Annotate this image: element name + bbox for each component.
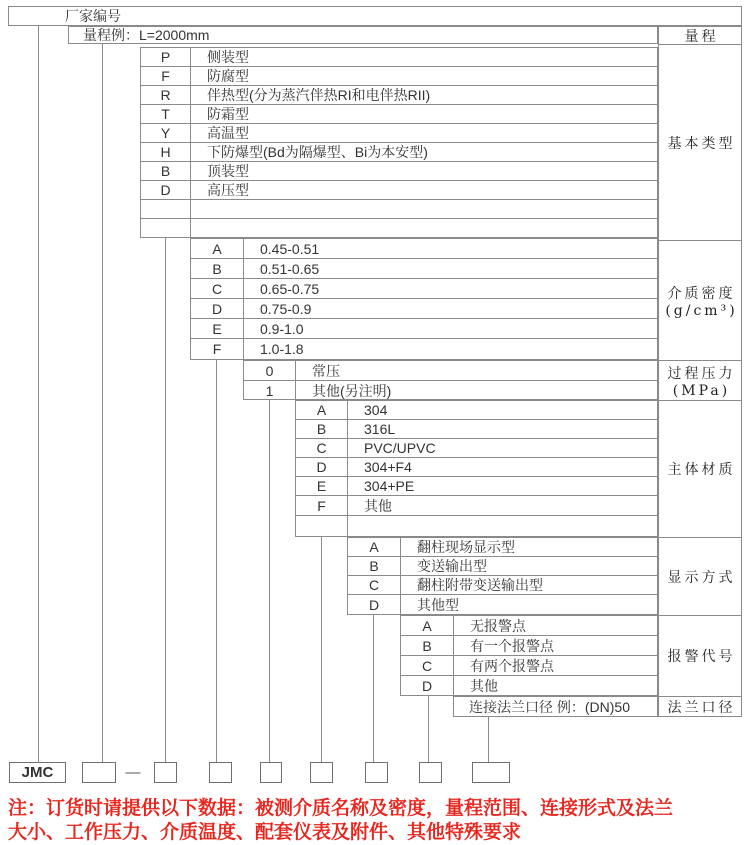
code-cell: D xyxy=(296,458,348,476)
desc-cell: 防腐型 xyxy=(207,68,249,84)
table-row xyxy=(141,162,657,181)
table-row xyxy=(401,656,657,676)
code-cell: F xyxy=(141,67,191,85)
code-cell xyxy=(141,219,191,237)
desc-cell: 下防爆型(Bd为隔爆型、Bi为本安型) xyxy=(207,144,428,160)
code-cell: D xyxy=(401,676,454,696)
code-cell: C xyxy=(296,439,348,457)
model-code-box-density xyxy=(209,762,232,783)
table-row xyxy=(348,538,657,557)
connector-line-range xyxy=(102,44,103,762)
desc-cell: 304 xyxy=(364,402,388,418)
table-row xyxy=(141,219,657,237)
code-cell: P xyxy=(141,48,191,66)
desc-cell xyxy=(191,200,657,218)
table-row xyxy=(191,339,657,359)
table-row xyxy=(141,48,657,67)
desc-cell: 0.45-0.51 xyxy=(260,240,320,257)
code-cell: C xyxy=(401,656,454,675)
order-note-line-2: 大小、工作压力、介质温度、配套仪表及附件、其他特殊要求 xyxy=(8,822,522,843)
code-cell: B xyxy=(141,162,191,180)
table-row xyxy=(141,105,657,124)
desc-cell: 0.75-0.9 xyxy=(260,300,312,317)
code-cell: D xyxy=(348,595,401,615)
connector-line-pressure xyxy=(269,400,270,762)
desc-cell: 有两个报警点 xyxy=(470,657,554,674)
desc-cell: 高压型 xyxy=(207,182,249,198)
code-cell: B xyxy=(191,259,244,278)
code-cell: 1 xyxy=(244,381,296,401)
desc-cell: 无报警点 xyxy=(470,617,526,634)
code-cell: E xyxy=(191,319,244,338)
manufacturer-code-row xyxy=(8,6,742,26)
table-row xyxy=(296,401,657,420)
side-label-range: 量程 xyxy=(659,27,741,45)
basic-type-table xyxy=(140,47,658,238)
desc-cell: 有一个报警点 xyxy=(470,637,554,654)
table-row xyxy=(348,557,657,576)
desc-cell: PVC/UPVC xyxy=(364,440,436,456)
model-code-box-pressure xyxy=(260,762,282,783)
side-label-pressure: 过程压力 (MPa) xyxy=(659,361,741,401)
desc-cell: 变送输出型 xyxy=(417,558,487,574)
desc-cell: 其他 xyxy=(470,678,498,694)
pressure-table xyxy=(243,360,658,400)
table-row xyxy=(296,458,657,477)
desc-cell: 伴热型(分为蒸汽伴热RI和电伴热RII) xyxy=(207,87,431,103)
display-mode-table xyxy=(347,537,658,615)
desc-cell: 0.9-1.0 xyxy=(260,320,304,337)
code-cell: B xyxy=(348,557,401,575)
table-row xyxy=(191,239,657,259)
connector-line-manufacturer xyxy=(38,26,39,762)
desc-cell: 翻柱附带变送输出型 xyxy=(417,577,543,593)
table-row xyxy=(401,636,657,656)
side-label-flange: 法兰口径 xyxy=(667,700,736,716)
desc-cell: 防霜型 xyxy=(207,106,249,122)
code-cell: A xyxy=(401,616,454,635)
connector-line-flange xyxy=(488,717,489,762)
model-code-box-alarm xyxy=(419,762,442,783)
category-label-column xyxy=(658,26,742,717)
desc-cell: 304+F4 xyxy=(364,459,412,475)
desc-cell: 其他(另注明) xyxy=(312,383,392,399)
alarm-table xyxy=(400,615,658,696)
flange-size-text: 连接法兰口径 例：(DN)50 xyxy=(469,698,631,715)
side-label-density: 介质密度 (g/cm³) xyxy=(659,241,741,361)
flange-size-row xyxy=(453,696,658,717)
model-code-box-flange xyxy=(472,762,510,783)
table-row xyxy=(296,516,657,536)
desc-cell: 常压 xyxy=(312,362,340,379)
desc-cell: 316L xyxy=(364,421,396,437)
order-note-line-1: 注：订货时请提供以下数据：被测介质名称及密度，量程范围、连接形式及法兰 xyxy=(8,798,674,819)
desc-cell xyxy=(348,516,657,536)
table-row xyxy=(141,67,657,86)
desc-cell: 其他型 xyxy=(417,597,459,613)
model-prefix-box xyxy=(9,762,66,783)
density-table xyxy=(190,238,658,360)
code-cell xyxy=(296,516,348,536)
desc-cell: 高温型 xyxy=(207,125,249,141)
desc-cell: 顶装型 xyxy=(207,163,249,179)
code-cell: C xyxy=(191,279,244,298)
range-example-label: 量程例：L=2000mm xyxy=(83,27,210,43)
desc-cell: 翻柱现场显示型 xyxy=(417,539,515,555)
code-cell: H xyxy=(141,143,191,161)
model-code-box-display-mode xyxy=(365,762,388,783)
table-row xyxy=(141,181,657,200)
connector-line-density xyxy=(216,360,217,762)
table-row xyxy=(141,143,657,162)
code-cell: F xyxy=(296,496,348,515)
table-row xyxy=(141,124,657,143)
code-cell: C xyxy=(348,576,401,594)
code-cell: F xyxy=(191,339,244,359)
side-label-material: 主体材质 xyxy=(659,401,741,538)
connector-line-material xyxy=(321,537,322,762)
connector-line-basic-type xyxy=(165,238,166,762)
table-row xyxy=(401,616,657,636)
desc-cell: 0.51-0.65 xyxy=(260,260,320,277)
table-row xyxy=(141,200,657,219)
code-cell: A xyxy=(296,401,348,419)
table-row xyxy=(348,576,657,595)
table-row xyxy=(401,676,657,696)
code-cell: D xyxy=(191,299,244,318)
code-cell: Y xyxy=(141,124,191,142)
model-code-box-material xyxy=(310,762,333,783)
table-row xyxy=(348,595,657,615)
desc-cell: 304+PE xyxy=(364,478,415,494)
desc-cell: 1.0-1.8 xyxy=(260,341,304,357)
code-cell: D xyxy=(141,181,191,199)
code-cell: E xyxy=(296,477,348,495)
desc-cell: 其他 xyxy=(364,497,392,514)
code-cell: B xyxy=(401,636,454,655)
code-cell: A xyxy=(191,239,244,258)
side-label-basic-type: 基本类型 xyxy=(659,45,741,241)
model-code-box-range xyxy=(82,762,116,783)
table-row xyxy=(244,361,657,381)
desc-cell: 0.65-0.75 xyxy=(260,280,320,297)
table-row xyxy=(296,420,657,439)
side-label-alarm: 报警代号 xyxy=(659,616,741,697)
code-cell: T xyxy=(141,105,191,123)
code-cell: R xyxy=(141,86,191,104)
connector-line-alarm xyxy=(428,696,429,762)
desc-cell xyxy=(191,219,657,237)
code-cell: A xyxy=(348,538,401,556)
range-example-row xyxy=(68,26,658,44)
material-table xyxy=(295,400,658,537)
table-row xyxy=(244,381,657,401)
code-cell xyxy=(141,200,191,218)
model-code-box-basic-type xyxy=(154,762,177,783)
table-row xyxy=(191,259,657,279)
desc-cell: 侧装型 xyxy=(207,49,249,65)
manufacturer-code-label: 厂家编号 xyxy=(65,8,121,24)
code-cell: 0 xyxy=(244,361,296,380)
code-cell: B xyxy=(296,420,348,438)
model-code-dash: — xyxy=(125,764,141,781)
connector-line-display-mode xyxy=(373,615,374,762)
table-row xyxy=(191,319,657,339)
model-prefix-label: JMC xyxy=(21,764,54,781)
side-label-display-mode: 显示方式 xyxy=(659,538,741,616)
table-row xyxy=(296,439,657,458)
table-row xyxy=(191,299,657,319)
table-row xyxy=(296,477,657,496)
table-row xyxy=(296,496,657,516)
table-row xyxy=(141,86,657,105)
table-row xyxy=(191,279,657,299)
